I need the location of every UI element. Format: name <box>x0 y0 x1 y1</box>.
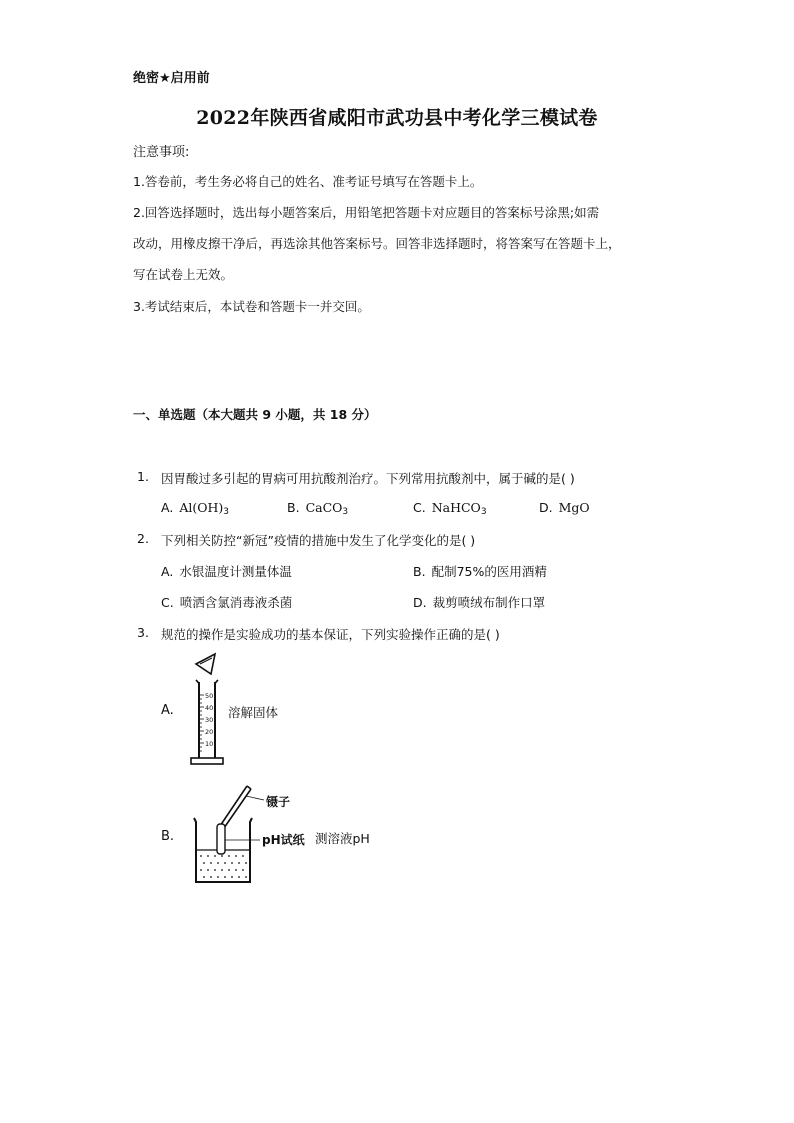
option-text: 配制75%的医用酒精 <box>431 564 547 579</box>
option-a-label: A. <box>161 703 174 718</box>
option-b-caption: 测溶液pH <box>315 831 370 846</box>
tweezers-arms <box>220 786 251 828</box>
option-label: A. <box>161 564 174 579</box>
option-b <box>413 562 547 580</box>
note-line: 1.答卷前，考生务必将自己的姓名、准考证号填写在答题卡上。 <box>133 174 483 189</box>
option-text: 裁剪喷绒布制作口罩 <box>432 595 546 610</box>
graduated-cylinder-figure <box>185 652 230 770</box>
tweezers-leader <box>246 796 264 800</box>
liquid-dots <box>200 855 247 878</box>
scale-label-50: 50 <box>205 692 214 700</box>
tweezers-label: 镊子 <box>266 795 291 809</box>
option-label: D. <box>413 595 427 610</box>
note-line: 2.回答选择题时，选出每小题答案后，用铅笔把答题卡对应题目的答案标号涂黑;如需 <box>133 205 600 220</box>
scale-label-20: 20 <box>205 728 214 736</box>
option-a-caption: 溶解固体 <box>228 705 279 720</box>
scale-label-30: 30 <box>205 716 214 724</box>
tweezers-end <box>247 786 251 789</box>
option-d <box>413 593 545 611</box>
option-d <box>539 500 590 515</box>
formula-subscript: 3 <box>480 507 487 517</box>
formula: Al(OH) <box>179 500 224 515</box>
cylinder-base <box>191 758 223 764</box>
question-number: 1. <box>137 469 149 484</box>
option-a <box>161 562 292 580</box>
ph-paper-label: pH试纸 <box>262 833 305 847</box>
ph-paper-strip <box>217 824 225 854</box>
question-text: 规范的操作是实验成功的基本保证，下列实验操作正确的是( ) <box>161 627 500 642</box>
formula: NaHCO <box>431 500 481 515</box>
option-b-label: B. <box>161 829 175 844</box>
option-c <box>413 500 487 517</box>
scale-label-40: 40 <box>205 704 214 712</box>
note-line: 写在试卷上无效。 <box>133 267 234 282</box>
option-text: 喷洒含氯消毒液杀菌 <box>179 595 293 610</box>
option-label: A. <box>161 500 174 515</box>
note-line: 3.考试结束后，本试卷和答题卡一并交回。 <box>133 299 370 314</box>
section-title: 一、单选题（本大题共 9 小题，共 18 分） <box>133 407 377 422</box>
exam-title: 2022年陕西省咸阳市武功县中考化学三模试卷 <box>196 107 598 129</box>
notes-heading: 注意事项: <box>133 145 190 160</box>
question-number: 2. <box>137 531 149 546</box>
beaker-ph-figure <box>184 782 314 890</box>
note-line: 改动，用橡皮擦干净后，再选涂其他答案标号。回答非选择题时，将答案写在答题卡上， <box>133 236 621 251</box>
option-c <box>161 593 292 611</box>
formula: MgO <box>558 500 590 515</box>
option-b <box>287 500 348 517</box>
question-text: 因胃酸过多引起的胃病可用抗酸剂治疗。下列常用抗酸剂中，属于碱的是( ) <box>161 471 575 486</box>
option-label: B. <box>287 500 300 515</box>
question-number: 3. <box>137 625 149 640</box>
option-label: D. <box>539 500 553 515</box>
confidential-mark: 绝密★启用前 <box>133 71 210 86</box>
paper-funnel-shape <box>196 654 215 674</box>
formula-subscript: 3 <box>223 507 229 517</box>
question-text: 下列相关防控“新冠”疫情的措施中发生了化学变化的是( ) <box>161 533 476 548</box>
formula-subscript: 3 <box>342 507 349 517</box>
scale-label-10: 10 <box>205 740 214 748</box>
option-text: 水银温度计测量体温 <box>179 564 292 579</box>
option-label: C. <box>161 595 174 610</box>
formula: CaCO <box>305 500 343 515</box>
option-label: C. <box>413 500 426 515</box>
option-a <box>161 500 229 517</box>
option-label: B. <box>413 564 426 579</box>
